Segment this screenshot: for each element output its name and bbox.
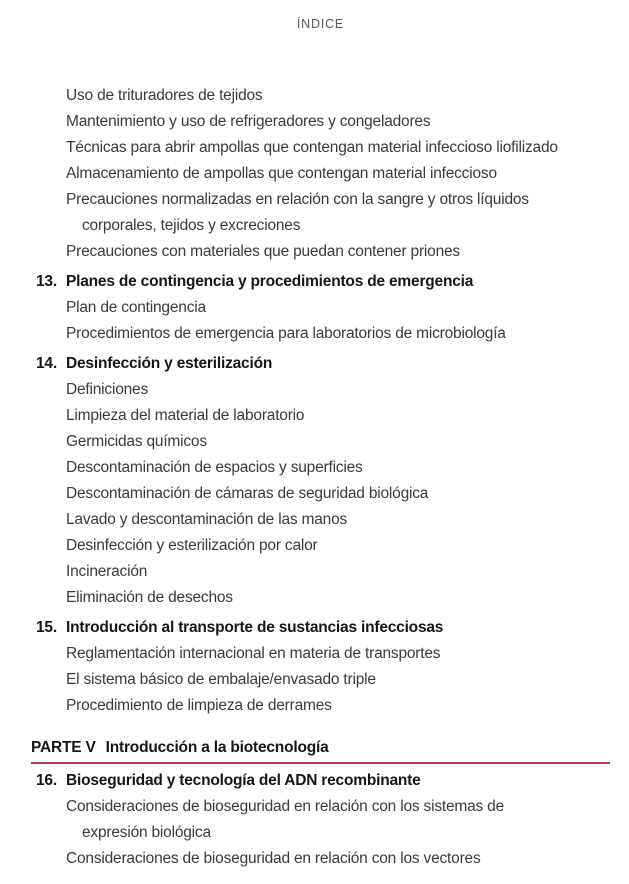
chapter-number: 16. bbox=[36, 772, 57, 789]
toc-item-entry bbox=[31, 559, 610, 585]
entry-text-continuation: expresión biológica bbox=[82, 824, 211, 841]
toc-item-entry bbox=[31, 161, 610, 187]
entry-text: El sistema básico de embalaje/envasado triple bbox=[66, 671, 376, 688]
entry-text: Descontaminación de cámaras de seguridad biológica bbox=[66, 485, 429, 502]
toc-item-entry bbox=[31, 321, 610, 347]
toc-item-entry bbox=[31, 667, 610, 693]
toc-item-entry bbox=[31, 455, 610, 481]
entry-text: Definiciones bbox=[66, 381, 149, 398]
entry-text: Mantenimiento y uso de refrigeradores y congeladores bbox=[66, 113, 431, 130]
entry-text: Lavado y descontaminación de las manos bbox=[66, 511, 348, 528]
toc-item-entry bbox=[31, 187, 610, 239]
entry-text: Precauciones normalizadas en relación con la sangre y otros líquidos bbox=[66, 191, 529, 208]
toc-list bbox=[31, 83, 610, 872]
running-head: ÍNDICE bbox=[296, 17, 345, 31]
entry-text: Desinfección y esterilización por calor bbox=[66, 537, 318, 554]
toc-item-entry bbox=[31, 794, 610, 846]
chapter-number: 14. bbox=[36, 355, 57, 372]
entry-text: Planes de contingencia y procedimientos de emergencia bbox=[66, 273, 474, 290]
toc-item-entry bbox=[31, 641, 610, 667]
toc-item-entry bbox=[31, 403, 610, 429]
toc-item-entry bbox=[31, 83, 610, 109]
entry-text: Reglamentación internacional en materia de transportes bbox=[66, 645, 441, 662]
entry-text: Plan de contingencia bbox=[66, 299, 206, 316]
entry-text: Consideraciones de bioseguridad en relación con los sistemas de bbox=[66, 798, 505, 815]
toc-item-entry bbox=[31, 377, 610, 403]
entry-text-continuation: corporales, tejidos y excreciones bbox=[82, 217, 301, 234]
entry-text: Descontaminación de espacios y superficies bbox=[66, 459, 363, 476]
toc-item-entry bbox=[31, 533, 610, 559]
toc-item-entry bbox=[31, 481, 610, 507]
toc-part-heading bbox=[31, 735, 610, 761]
toc-item-entry bbox=[31, 429, 610, 455]
toc-item-entry bbox=[31, 295, 610, 321]
toc-chapter-entry bbox=[31, 615, 610, 641]
toc-item-entry bbox=[31, 109, 610, 135]
entry-text: Procedimiento de limpieza de derrames bbox=[66, 697, 332, 714]
entry-text: Germicidas químicos bbox=[66, 433, 207, 450]
entry-text: Precauciones con materiales que puedan contener priones bbox=[66, 243, 460, 260]
entry-text: Técnicas para abrir ampollas que contengan material infeccioso liofilizado bbox=[66, 139, 558, 156]
entry-text: Bioseguridad y tecnología del ADN recombinante bbox=[66, 772, 421, 789]
part-divider-rule bbox=[31, 762, 610, 764]
toc-chapter-entry bbox=[31, 768, 610, 794]
entry-text: Limpieza del material de laboratorio bbox=[66, 407, 305, 424]
entry-text: Uso de trituradores de tejidos bbox=[66, 87, 263, 104]
part-title: Introducción a la biotecnología bbox=[105, 739, 329, 756]
chapter-number: 13. bbox=[36, 273, 57, 290]
entry-text: Incineración bbox=[66, 563, 148, 580]
toc-item-entry bbox=[31, 507, 610, 533]
entry-text: Introducción al transporte de sustancias infecciosas bbox=[66, 619, 444, 636]
toc-chapter-entry bbox=[31, 269, 610, 295]
toc-item-entry bbox=[31, 239, 610, 265]
chapter-number: 15. bbox=[36, 619, 57, 636]
toc-item-entry bbox=[31, 693, 610, 719]
toc-item-entry bbox=[31, 585, 610, 611]
entry-text: Desinfección y esterilización bbox=[66, 355, 273, 372]
toc-item-entry bbox=[31, 846, 610, 872]
toc-chapter-entry bbox=[31, 351, 610, 377]
toc-item-entry bbox=[31, 135, 610, 161]
entry-text: Procedimientos de emergencia para laboratorios de microbiología bbox=[66, 325, 506, 342]
entry-text: Consideraciones de bioseguridad en relación con los vectores bbox=[66, 850, 481, 867]
entry-text: Eliminación de desechos bbox=[66, 589, 233, 606]
entry-text: Almacenamiento de ampollas que contengan material infeccioso bbox=[66, 165, 497, 182]
part-label: PARTE V bbox=[31, 739, 96, 756]
